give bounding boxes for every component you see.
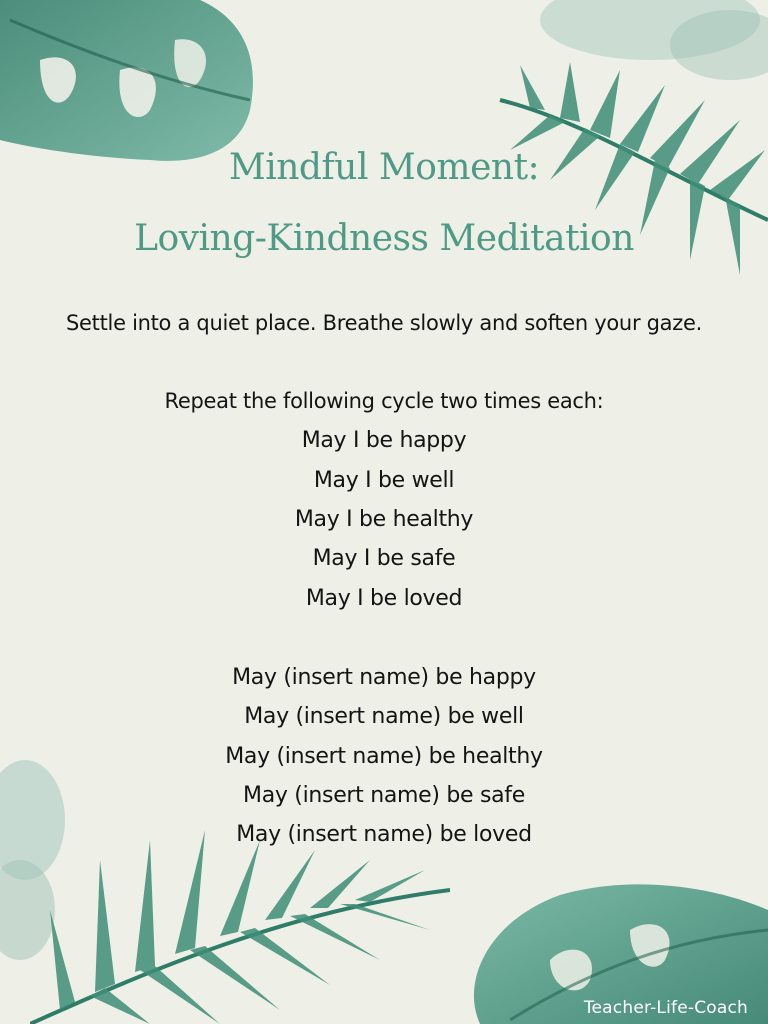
intro-text: Settle into a quiet place. Breathe slowly and soften your gaze. [66, 311, 702, 335]
other-phrase: May (insert name) be loved [236, 822, 532, 847]
credit-watermark: Teacher-Life-Coach [583, 998, 748, 1018]
other-phrase: May (insert name) be happy [232, 665, 536, 690]
title-line-2: Loving-Kindness Meditation [134, 218, 634, 259]
self-phrase: May I be safe [312, 546, 456, 571]
self-phrase: May I be healthy [294, 507, 474, 532]
palm-frond-bottom-left [30, 820, 450, 1024]
self-phrase: May I be loved [305, 586, 463, 611]
other-phrase: May (insert name) be well [244, 704, 524, 729]
other-phrase: May (insert name) be healthy [225, 744, 543, 769]
other-phrase: May (insert name) be safe [243, 783, 525, 808]
title-line-1: Mindful Moment: [228, 147, 540, 188]
self-phrase: May I be well [313, 468, 455, 493]
instruction-text: Repeat the following cycle two times each: [164, 389, 604, 413]
self-phrase: May I be happy [301, 428, 467, 453]
monstera-leaf-top-left [0, 0, 270, 170]
